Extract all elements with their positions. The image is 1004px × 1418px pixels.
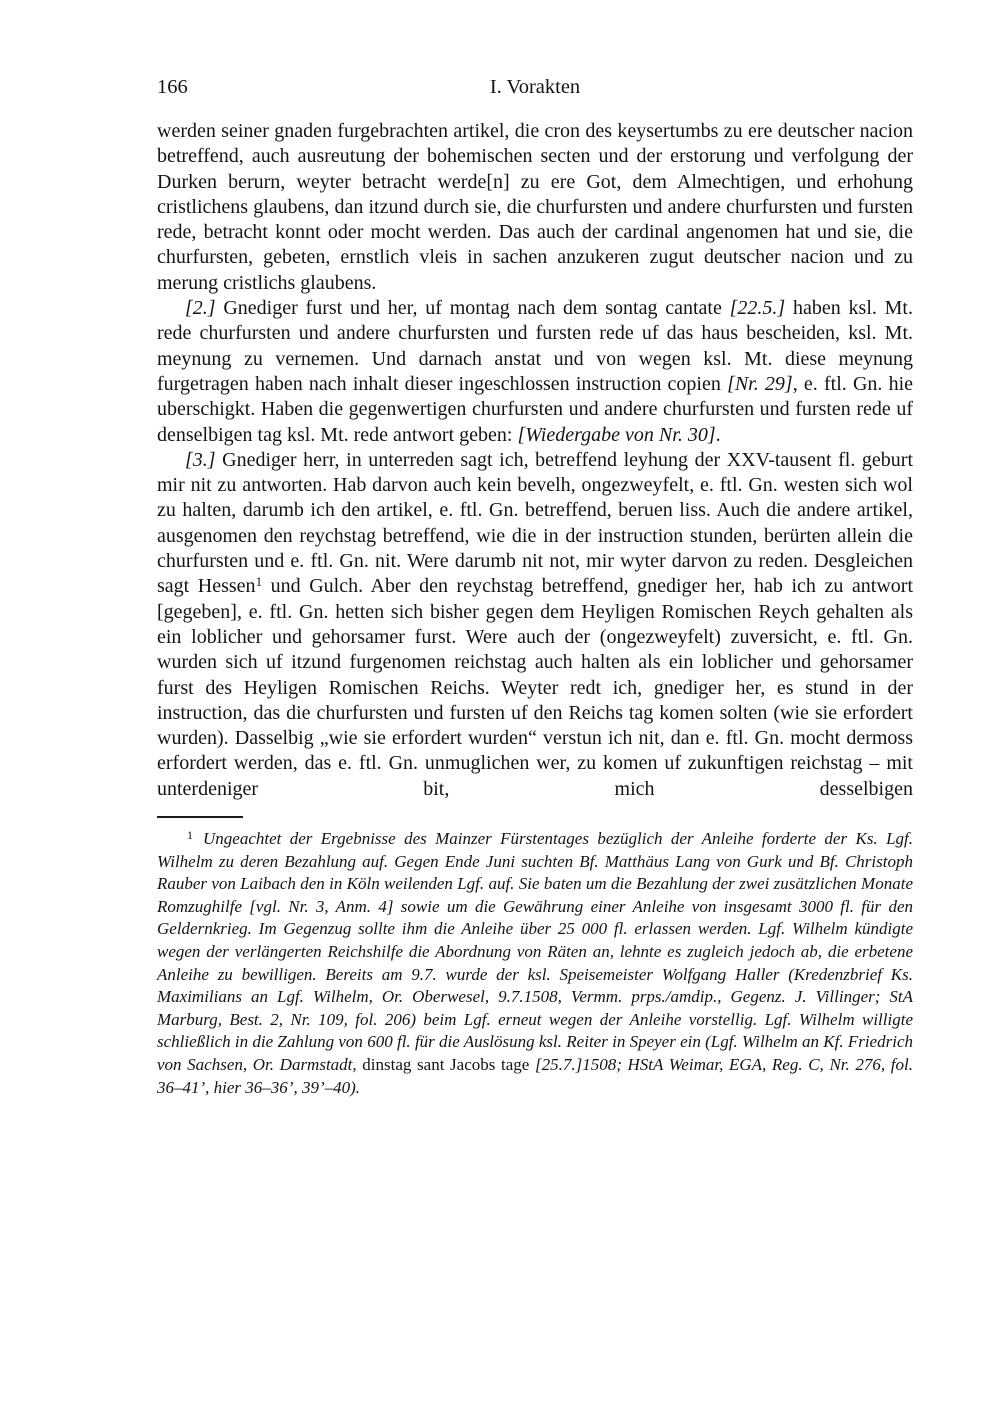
footnote-marker: 1 [187, 828, 193, 843]
text-run: [Wiedergabe von Nr. 30] [517, 423, 716, 446]
footnote-separator [157, 816, 243, 818]
footnote-marker: 1 [255, 574, 263, 590]
text-run: werden seiner gnaden furgebrachten artikel, die cron des keysertumbs zu ere deutscher nacion betreffend, auch ausreutung der bohemischen secten und der erstorung und verfolgung der Durken berurn, weyter betracht werde[n] zu ere Got, dem Almechtigen, und erhohung cristlichens glaubens, dan itzund durch sie, die churfursten und andere churfursten und fursten rede, betracht konnt oder mocht werden. Das auch der cardinal angenomen hat und sie, die churfursten, gebeten, ernstlich vleis in sachen anzukeren zugut deutscher nacion und zu merung cristlichs glaubens. [157, 120, 913, 294]
running-title: I. Vorakten [489, 76, 581, 98]
text-run: , e. ftl. Gn. hie uberschigkt. Haben die gegenwertigen churfursten und andere churfursten und fursten rede uf denselbigen tag ksl. Mt. rede antwort geben: [157, 372, 914, 446]
body-text [157, 119, 913, 802]
text-run: [3.] [185, 448, 216, 471]
text-run: [22.5.] [729, 297, 786, 320]
paragraph [157, 119, 913, 296]
paragraph [157, 296, 913, 448]
page-number: 166 [157, 76, 188, 98]
text-run: Ungeachtet der Ergebnisse des Mainzer Fürstentages bezüglich der Anleihe forderte der Ks. Lgf. Wilhelm zu deren Bezahlung auf. Gegen Ende Juni suchten Bf. Matthäus Lang von Gurk und Bf. Christoph Rauber von Laibach den in Köln weilenden Lgf. auf. Sie baten um die Bezahlung der zwei zusätzlichen Monate Romzughilfe [vgl. Nr. 3, Anm. 4] sowie um die Gewährung einer Anleihe von insgesamt 3000 fl. für den Geldernkrieg. Im Gegenzug sollte ihm die Anleihe über 25 000 fl. erlassen werden. Lgf. Wilhelm kündigte wegen der verlängerten Reichshilfe die Abordnung von Räten an, lehnte es zugleich jedoch ab, die erbetene Anleihe zu bewilligen. Bereits am 9.7. wurde der ksl. Speisemeister Wolfgang Haller (Kredenzbrief Ks. Maximilians an Lgf. Wilhelm, Or. Oberwesel, 9.7.1508, Vermm. prps./amdip., Gegenz. J. Villinger; StA Marburg, Best. 2, Nr. 109, fol. 206) beim Lgf. erneut wegen der Anleihe vorstellig. Lgf. Wilhelm willigte schließlich in die Zahlung von 600 fl. für die Auslösung ksl. Reiter in Speyer ein (Lgf. Wilhelm an Kf. Friedrich von Sachsen, Or. Darmstadt, [157, 829, 913, 1074]
text-run: Gnediger furst und her, uf montag nach dem sontag cantate [215, 297, 730, 320]
text-run: Gnediger herr, in unterreden sagt ich, betreffend leyhung der XXV-tausent fl. geburt mir nit zu antworten. Hab darvon auch kein bevelh, ongezweyfelt, e. ftl. Gn. westen sich wol zu halten, darumb ich den artikel, e. ftl. Gn. betreffend, beruen liss. Auch die andere artikel, ausgenomen den reychstag betreffend, wie die in der instruction stunden, berürten allein die churfursten und e. ftl. Gn. nit. Were darumb nit not, mir wyter darvon zu reden. Desgleichen sagt Hessen [157, 448, 913, 598]
text-run: und Gulch. Aber den reychstag betreffend, gnediger her, hab ich zu antwort [gegeben], e. ftl. Gn. hetten sich bisher gegen dem Heyligen Romischen Reych gehalten als ein loblicher und gehorsamer furst. Were auch der (ongezweyfelt) zuversicht, e. ftl. Gn. wurden sich uf itzund furgenomen reichstag auch halten als ein loblicher und gehorsamer furst des Heyligen Romischen Reichs. Weyter redt ich, gnediger her, es stund in der instruction, das die churfursten und fursten uf den Reichs tag komen solten (wie sie erfordert wurden). Dasselbig „wie sie erfordert wurden“ verstun ich nit, dan e. ftl. Gn. mocht dermoss erfordert werden, das e. ftl. Gn. unmuglichen wer, zu komen uf zukunftigen reichstag – mit unterdeniger bit, mich desselbigen [157, 575, 913, 800]
text-run: . [715, 423, 721, 446]
page-header [157, 76, 913, 106]
footnote-text [157, 828, 913, 1099]
text-block [157, 119, 913, 1099]
text-run: dinstag sant Jacobs tage [362, 1054, 535, 1074]
text-run: [25.7.]1508; HStA Weimar, EGA, Reg. C, Nr. 276, fol. 36–41’, hier 36–36’, 39’–40). [157, 1054, 913, 1097]
text-run: [Nr. 29] [727, 372, 793, 395]
text-run: haben ksl. Mt. rede churfursten und andere churfursten und fursten rede uf das haus bescheiden, ksl. Mt. meynung zu vernemen. Und darnach anstat und von wegen ksl. Mt. diese meynung furgetragen haben nach inhalt dieser ingeschlossen instruction copien [157, 297, 913, 395]
text-run: [2.] [185, 297, 216, 320]
paragraph [157, 448, 913, 802]
